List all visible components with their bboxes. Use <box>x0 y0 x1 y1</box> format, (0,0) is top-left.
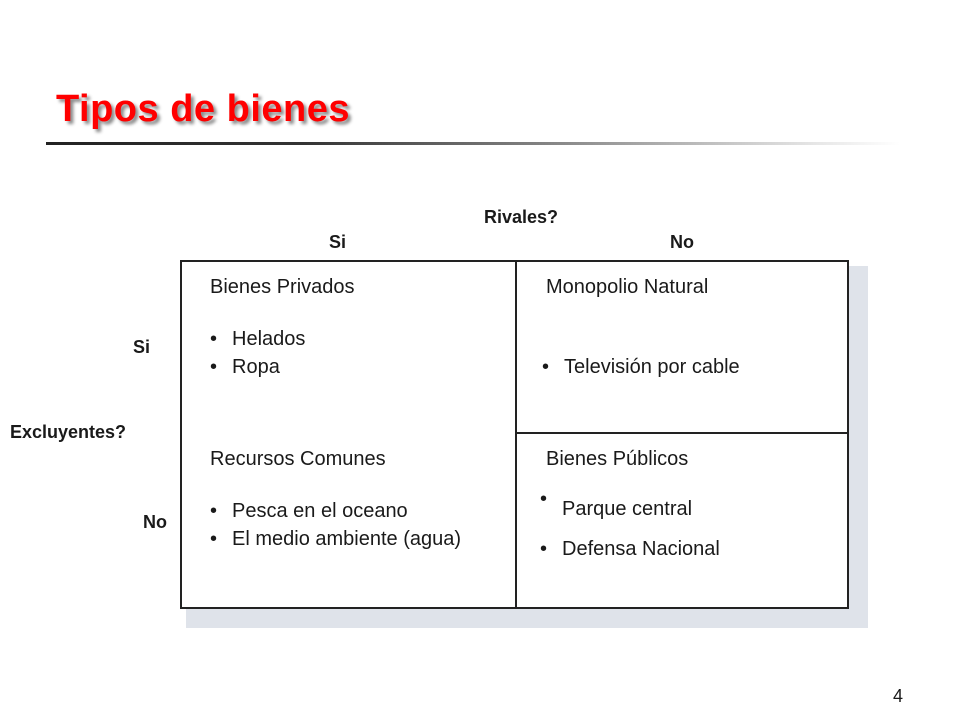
rivales-axis-label: Rivales? <box>484 207 559 227</box>
page-number: 4 <box>893 686 904 706</box>
list-item: • El medio ambiente (agua) <box>210 528 462 550</box>
list-item: • Parque central <box>540 488 693 520</box>
bullet-icon: • <box>540 488 548 510</box>
horizontal-divider <box>515 432 847 434</box>
list-item: • Defensa Nacional <box>540 538 720 560</box>
quadrant-title: Monopolio Natural <box>546 276 709 298</box>
goods-matrix <box>180 260 849 609</box>
bullet-icon: • <box>210 356 218 378</box>
title-underline <box>46 142 900 145</box>
list-item: • Helados <box>210 328 306 350</box>
bullet-icon: • <box>210 528 218 550</box>
slide-title: Tipos de bienes <box>56 88 350 130</box>
excluyentes-no-label: No <box>143 512 167 532</box>
list-item: • Ropa <box>210 356 280 378</box>
list-item: • Pesca en el oceano <box>210 500 408 522</box>
excluyentes-axis-label: Excluyentes? <box>10 422 127 442</box>
bullet-icon: • <box>542 356 550 378</box>
bullet-icon: • <box>210 328 218 350</box>
vertical-divider <box>515 262 517 607</box>
quadrant-title: Bienes Públicos <box>546 448 689 470</box>
rivales-no-label: No <box>670 232 694 252</box>
list-item: • Televisión por cable <box>542 356 740 378</box>
quadrant-title: Recursos Comunes <box>210 448 386 470</box>
bullet-icon: • <box>540 538 548 560</box>
quadrant-title: Bienes Privados <box>210 276 355 298</box>
rivales-si-label: Si <box>329 232 347 252</box>
excluyentes-si-label: Si <box>133 337 151 357</box>
bullet-icon: • <box>210 500 218 522</box>
